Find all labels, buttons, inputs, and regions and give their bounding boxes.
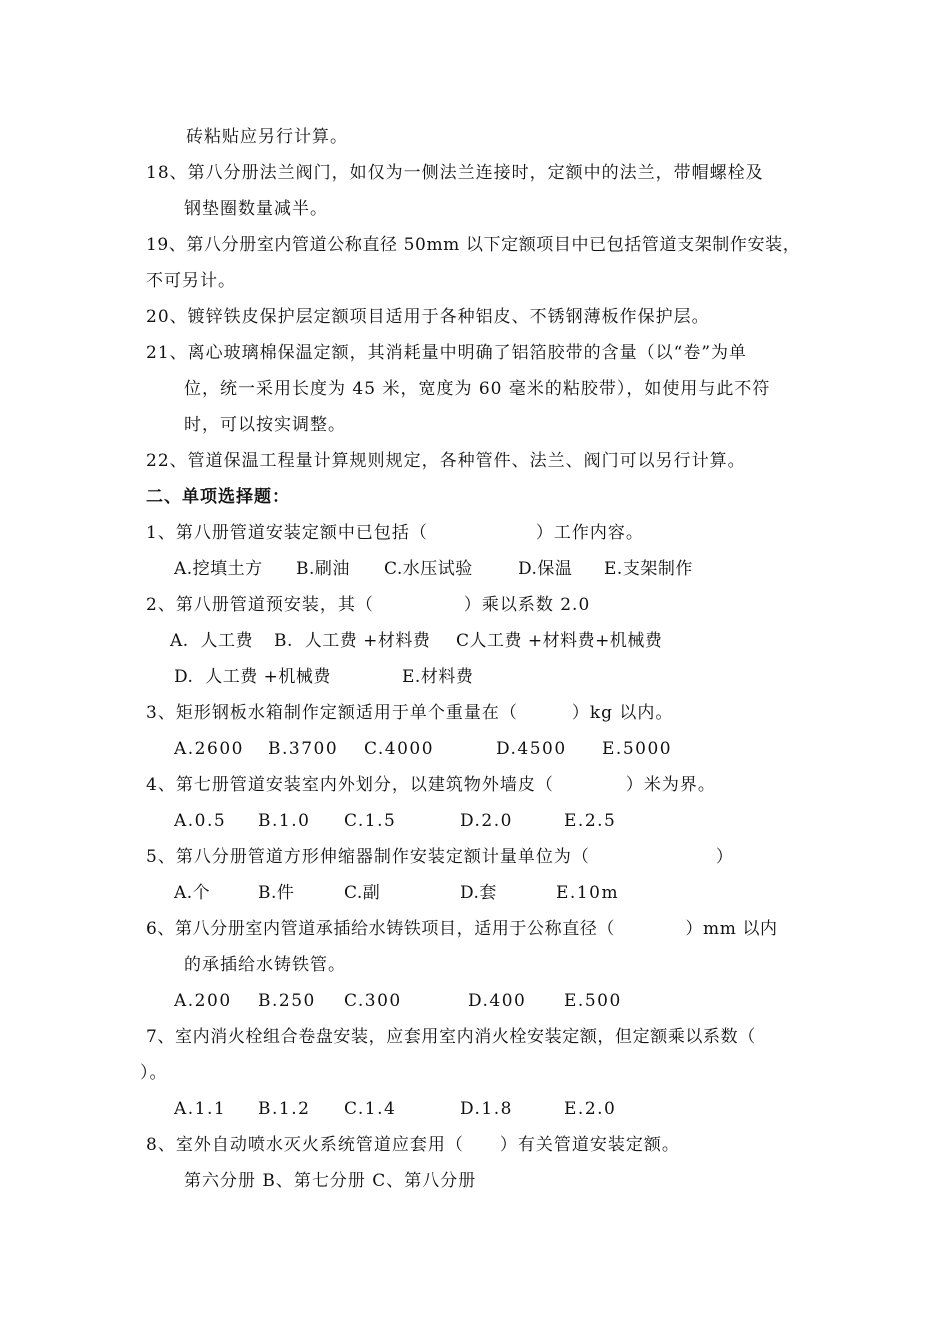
q3-option-a: A.2600 (174, 739, 244, 759)
q7-option-d: D.1.8 (460, 1099, 513, 1119)
q4-option-e: E.2.5 (564, 811, 617, 831)
text-line: 19、第八分册室内管道公称直径 50mm 以下定额项目中已包括管道支架制作安装， (146, 235, 801, 255)
q5-option-b: B.件 (258, 883, 295, 903)
q6-option-d: D.400 (468, 991, 527, 1011)
q4-option-b: B.1.0 (258, 811, 311, 831)
q7-option-e: E.2.0 (564, 1099, 617, 1119)
q6-option-b: B.250 (258, 991, 316, 1011)
q6-option-a: A.200 (174, 991, 232, 1011)
q1-option-b: B.刷油 (296, 559, 350, 579)
question-6: 6、第八分册室内管道承插给水铸铁项目，适用于公称直径（ ）mm 以内 (146, 919, 778, 939)
question-6-continued: 的承插给水铸铁管。 (184, 955, 346, 975)
q5-option-a: A.个 (174, 883, 211, 903)
question-5: 5、第八分册管道方形伸缩器制作安装定额计量单位为（ ） (146, 847, 734, 867)
text-line: 时，可以按实调整。 (184, 415, 346, 435)
text-line: 22、管道保温工程量计算规则规定，各种管件、法兰、阀门可以另行计算。 (146, 451, 746, 471)
q2-option-b: B. 人工费 +材料费 (274, 631, 431, 651)
q7-option-a: A.1.1 (174, 1099, 227, 1119)
q5-option-d: D.套 (460, 883, 497, 903)
text-line: 21、离心玻璃棉保温定额，其消耗量中明确了铝箔胶带的含量（以“卷”为单 (146, 343, 748, 363)
q4-option-c: C.1.5 (344, 811, 397, 831)
question-3: 3、矩形钢板水箱制作定额适用于单个重量在（ ）kg 以内。 (146, 703, 674, 723)
q1-option-d: D.保温 (518, 559, 573, 579)
q3-option-c: C.4000 (364, 739, 435, 759)
q1-option-e: E.支架制作 (604, 559, 693, 579)
q6-option-e: E.500 (564, 991, 622, 1011)
question-4: 4、第七册管道安装室内外划分，以建筑物外墙皮（ ）米为界。 (146, 775, 716, 795)
q2-option-e: E.材料费 (402, 667, 474, 687)
q6-option-c: C.300 (344, 991, 402, 1011)
q4-option-d: D.2.0 (460, 811, 513, 831)
question-2: 2、第八册管道预安装，其（ ）乘以系数 2.0 (146, 595, 591, 615)
q7-option-b: B.1.2 (258, 1099, 311, 1119)
q3-option-d: D.4500 (496, 739, 567, 759)
text-line: 钢垫圈数量减半。 (184, 199, 328, 219)
q5-option-c: C.副 (344, 883, 381, 903)
text-line: 20、镀锌铁皮保护层定额项目适用于各种铝皮、不锈钢薄板作保护层。 (146, 307, 710, 327)
text-line: 不可另计。 (146, 271, 236, 291)
text-line: 砖粘贴应另行计算。 (186, 127, 348, 147)
q2-option-a: A. 人工费 (170, 631, 253, 651)
q4-option-a: A.0.5 (174, 811, 227, 831)
q1-option-c: C.水压试验 (384, 559, 473, 579)
q7-option-c: C.1.4 (344, 1099, 397, 1119)
question-8-options: 第六分册 B、第七分册 C、第八分册 (184, 1171, 477, 1191)
q3-option-e: E.5000 (602, 739, 673, 759)
question-1: 1、第八册管道安装定额中已包括（ ）工作内容。 (146, 523, 644, 543)
q2-option-c: C人工费 +材料费+机械费 (456, 631, 663, 651)
text-line: 位，统一采用长度为 45 米，宽度为 60 毫米的粘胶带），如使用与此不符 (184, 379, 771, 399)
question-8: 8、室外自动喷水灭火系统管道应套用（ ）有关管道安装定额。 (146, 1135, 680, 1155)
q3-option-b: B.3700 (268, 739, 339, 759)
question-7: 7、室内消火栓组合卷盘安装，应套用室内消火栓安装定额，但定额乘以系数（ (146, 1027, 756, 1047)
q1-option-a: A.挖填土方 (174, 559, 263, 579)
question-7-continued: ）。 (140, 1063, 168, 1083)
q5-option-e: E.10m (556, 883, 620, 903)
q2-option-d: D. 人工费 +机械费 (174, 667, 331, 687)
section-title: 二、单项选择题： (146, 487, 290, 507)
text-line: 18、第八分册法兰阀门，如仅为一侧法兰连接时，定额中的法兰，带帽螺栓及 (146, 163, 764, 183)
